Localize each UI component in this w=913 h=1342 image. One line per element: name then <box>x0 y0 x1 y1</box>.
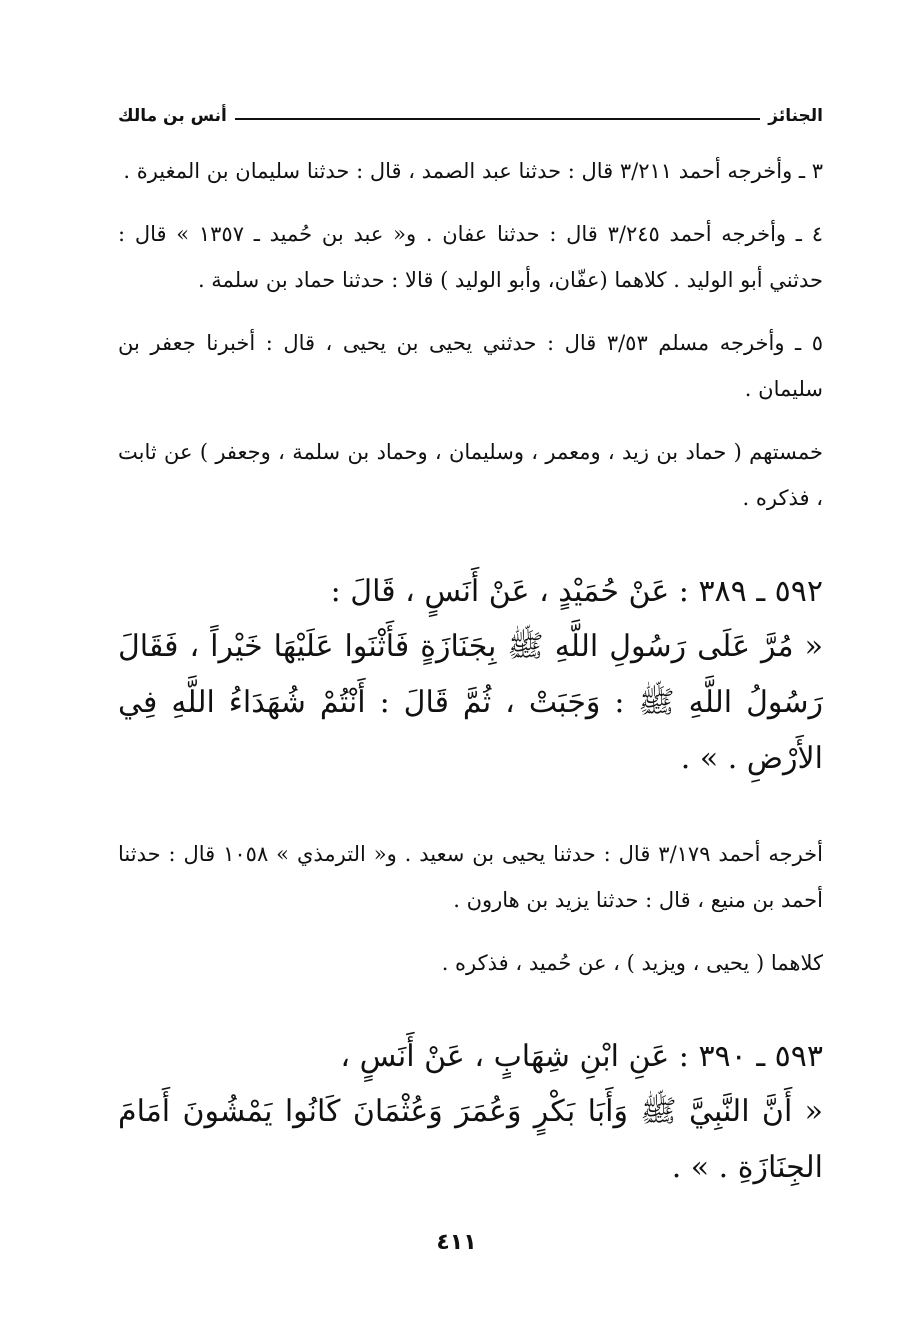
source-paragraph: أخرجه أحمد ٣/١٧٩ قال : حدثنا يحيى بن سعيد . و« الترمذي » ١٠٥٨ قال : حدثنا أحمد بن منيع ، قال : حدثنا يزيد بن هارون . <box>118 842 823 912</box>
source-paragraph: ٤ ـ وأخرجه أحمد ٣/٢٤٥ قال : حدثنا عفان . و« عبد بن حُميد ـ ١٣٥٧ » قال : حدثني أبو الوليد . كلاهما (عفّان، وأبو الوليد ) قالا : حدثنا حماد بن سلمة . <box>118 222 823 292</box>
hadith-592 <box>118 565 823 787</box>
page-content <box>118 148 823 1240</box>
source-paragraph: كلاهما ( يحيى ، ويزيد ) ، عن حُميد ، فذكره . <box>441 951 823 975</box>
source-paragraph: ٥ ـ وأخرجه مسلم ٣/٥٣ قال : حدثني يحيى بن يحيى ، قال : أخبرنا جعفر بن سليمان . <box>118 331 823 401</box>
hadith-593 <box>118 1030 823 1196</box>
running-header <box>118 96 823 126</box>
hadith-heading: ٥٩٣ ـ ٣٩٠ : عَنِ ابْنِ شِهَابٍ ، عَنْ أَنَسٍ ، <box>340 1039 823 1074</box>
chapter-title: الجنائز <box>768 106 823 126</box>
hadith-text: « أَنَّ النَّبِيَّ ﷺ وَأَبَا بَكْرٍ وَعُمَرَ وَعُثْمَانَ كَانُوا يَمْشُونَ أَمَامَ الجِنَازَةِ . » . <box>118 1094 823 1185</box>
hadith-heading: ٥٩٢ ـ ٣٨٩ : عَنْ حُمَيْدٍ ، عَنْ أَنَسٍ ، قَالَ : <box>330 574 823 609</box>
header-rule <box>235 118 760 120</box>
page-number: ٤١١ <box>436 1230 477 1255</box>
hadith-text: « مُرَّ عَلَى رَسُولِ اللَّهِ ﷺ بِجَنَازَةٍ فَأَثْنَوا عَلَيْهَا خَيْراً ، فَقَالَ رَسُولُ اللَّهِ ﷺ : وَجَبَتْ ، ثُمَّ قَالَ : أَنْتُمْ شُهَدَاءُ اللَّهِ فِي الأَرْضِ . » . <box>118 629 823 776</box>
source-paragraph: خمستهم ( حماد بن زيد ، ومعمر ، وسليمان ، وحماد بن سلمة ، وجعفر ) عن ثابت ، فذكره . <box>118 440 823 510</box>
source-paragraph: ٣ ـ وأخرجه أحمد ٣/٢١١ قال : حدثنا عبد الصمد ، قال : حدثنا سليمان بن المغيرة . <box>123 159 823 183</box>
narrator-title: أنس بن مالك <box>118 106 227 126</box>
